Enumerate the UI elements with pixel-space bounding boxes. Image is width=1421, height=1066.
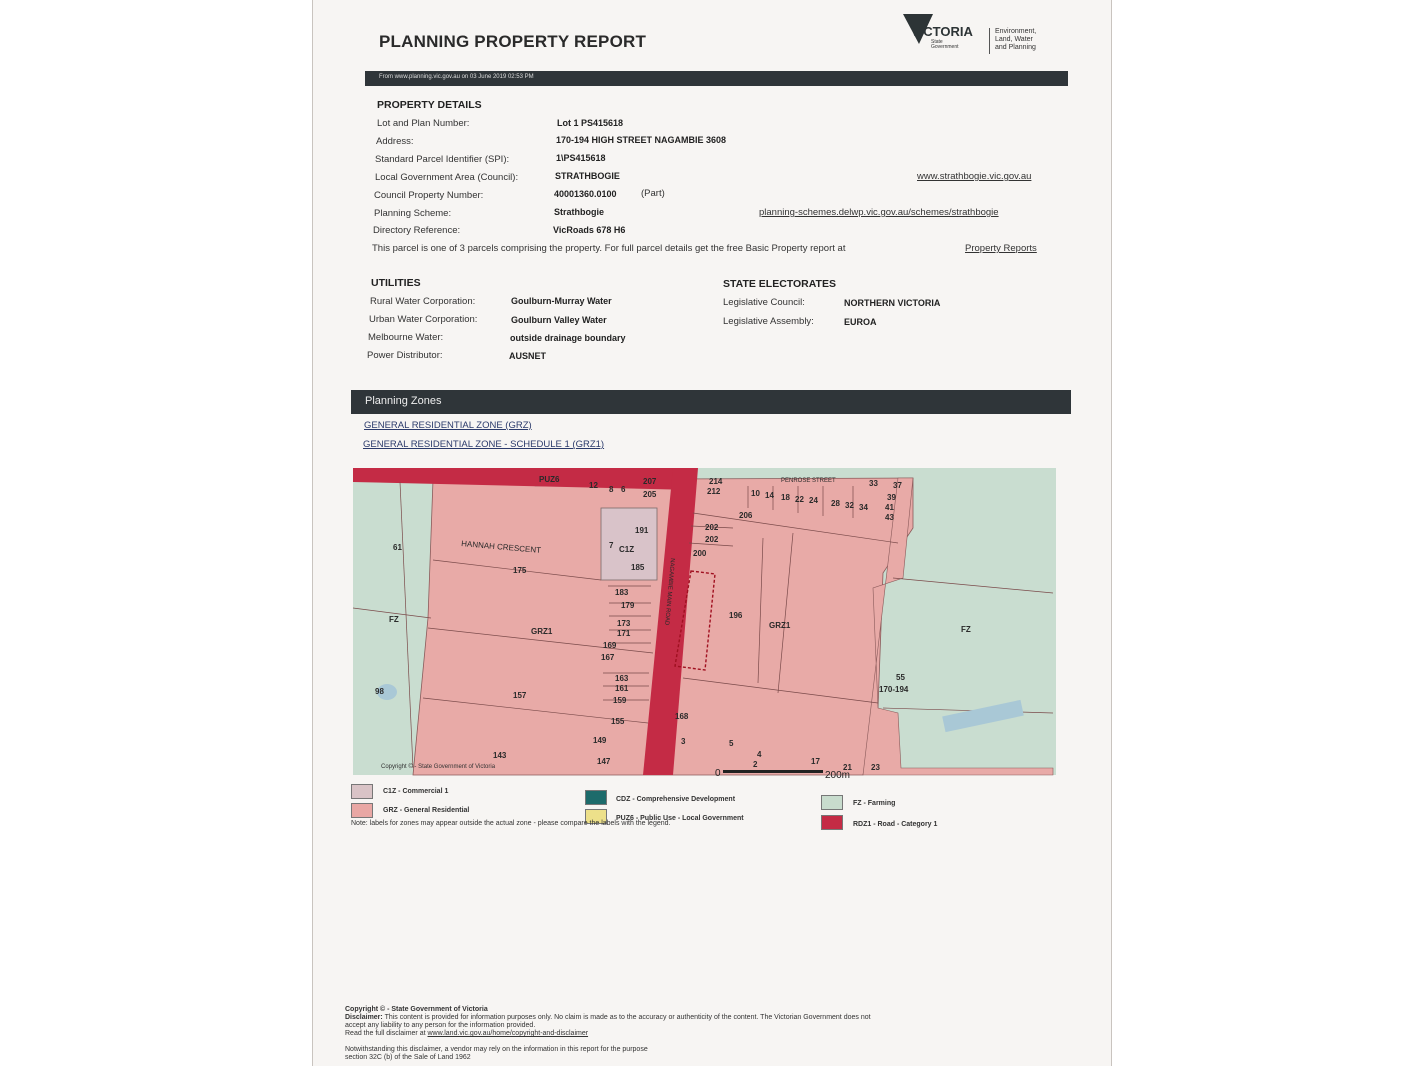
- utilities-heading: UTILITIES: [371, 277, 421, 289]
- detail-label: Local Government Area (Council):: [375, 172, 519, 183]
- detail-label: Standard Parcel Identifier (SPI):: [375, 154, 510, 165]
- map-label-41: 41: [885, 503, 894, 512]
- map-label-61: 61: [393, 543, 402, 552]
- map-label-163: 163: [615, 674, 629, 683]
- dept-line-2: Land, Water: [995, 36, 1033, 43]
- map-label-fz-right: FZ: [961, 625, 971, 634]
- detail-value: 1\PS415618: [556, 153, 606, 163]
- council-website-link[interactable]: www.strathbogie.vic.gov.au: [917, 171, 1032, 182]
- utility-label: Urban Water Corporation:: [369, 314, 478, 325]
- report-title: PLANNING PROPERTY REPORT: [379, 32, 647, 51]
- map-label-12: 12: [589, 481, 598, 490]
- map-label-155: 155: [611, 717, 625, 726]
- map-label-191: 191: [635, 526, 649, 535]
- map-label-2: 2: [753, 760, 758, 769]
- map-label-212: 212: [707, 487, 721, 496]
- detail-label: Lot and Plan Number:: [377, 118, 470, 129]
- map-label-14: 14: [765, 491, 774, 500]
- map-label-207: 207: [643, 477, 657, 486]
- map-label-22: 22: [795, 495, 804, 504]
- footer-line-3: [345, 1030, 588, 1037]
- map-label-200: 200: [693, 549, 707, 558]
- detail-value: Strathbogie: [554, 207, 605, 217]
- map-label-98: 98: [375, 687, 384, 696]
- map-label-167: 167: [601, 653, 615, 662]
- map-label-33: 33: [869, 479, 878, 488]
- map-label-17: 17: [811, 757, 820, 766]
- electorate-label: Legislative Assembly:: [723, 316, 814, 327]
- legend-label-cdz: CDZ - Comprehensive Development: [616, 796, 736, 803]
- utility-value: outside drainage boundary: [510, 333, 626, 343]
- map-label-161: 161: [615, 684, 629, 693]
- report-page: [312, 0, 1112, 1066]
- map-label-main-road: NAGAMBIE MAIN ROAD: [663, 557, 675, 626]
- map-label-179: 179: [621, 601, 635, 610]
- legend-label-grz: GRZ - General Residential: [383, 807, 470, 814]
- utility-value: AUSNET: [509, 351, 547, 361]
- planning-zones-heading: Planning Zones: [365, 395, 442, 407]
- map-label-fz-left: FZ: [389, 615, 399, 624]
- scale-bar: [723, 770, 823, 773]
- logo-divider: [989, 28, 990, 54]
- footer-disclaimer-link[interactable]: www.land.vic.gov.au/home/copyright-and-disclaimer: [427, 1030, 589, 1037]
- map-label-puz6: PUZ6: [539, 475, 560, 484]
- property-details-heading: PROPERTY DETAILS: [377, 99, 482, 111]
- legend-note: Note: labels for zones may appear outside the actual zone - please compare the labels with the legend.: [351, 820, 671, 827]
- map-label-168: 168: [675, 712, 689, 721]
- electorates-heading: STATE ELECTORATES: [723, 278, 836, 290]
- map-label-grz1-left: GRZ1: [531, 627, 553, 636]
- disclaimer-label: Disclaimer:: [345, 1014, 383, 1021]
- map-label-8: 8: [609, 485, 614, 494]
- zone-link-grz[interactable]: GENERAL RESIDENTIAL ZONE (GRZ): [364, 420, 532, 431]
- map-label-157: 157: [513, 691, 527, 700]
- map-label-37: 37: [893, 481, 902, 490]
- dept-line-3: and Planning: [995, 44, 1036, 51]
- legend-label-puz6: PUZ6 - Public Use - Local Government: [616, 815, 744, 822]
- footer-line-2: accept any liability to any person for the information provided.: [345, 1022, 536, 1029]
- map-label-147: 147: [597, 757, 611, 766]
- detail-label: Planning Scheme:: [374, 208, 452, 219]
- legend-label-c1z: C1Z - Commercial 1: [383, 788, 449, 795]
- map-label-c1z: C1Z: [619, 545, 635, 554]
- detail-value: STRATHBOGIE: [555, 171, 620, 181]
- map-label-18: 18: [781, 493, 790, 502]
- map-label-196: 196: [729, 611, 743, 620]
- electorate-value: EUROA: [844, 317, 877, 327]
- detail-label: Directory Reference:: [373, 225, 461, 236]
- map-label-grz1-right: GRZ1: [769, 621, 791, 630]
- logo-department: [995, 28, 1036, 52]
- legend-swatch-grz: [351, 803, 373, 818]
- map-label-185: 185: [631, 563, 645, 572]
- scale-start-label: 0: [715, 768, 721, 779]
- map-label-10: 10: [751, 489, 760, 498]
- map-label-169: 169: [603, 641, 617, 650]
- map-label-206: 206: [739, 511, 753, 520]
- property-reports-link[interactable]: Property Reports: [965, 243, 1037, 254]
- detail-label: Council Property Number:: [374, 190, 484, 201]
- planning-zones-bar: [351, 390, 1071, 414]
- footer-line-4: Notwithstanding this disclaimer, a vendor may rely on the information in this report for the purpose: [345, 1046, 648, 1053]
- logo-name: VICTORIA: [911, 24, 973, 39]
- map-label-175: 175: [513, 566, 527, 575]
- legend-swatch-fz: [821, 795, 843, 810]
- parcel-note: This parcel is one of 3 parcels comprising the property. For full parcel details get the free Basic Property report at: [372, 243, 846, 254]
- map-label-183: 183: [615, 588, 629, 597]
- map-label-4: 4: [757, 750, 762, 759]
- map-label-39: 39: [887, 493, 896, 502]
- footer-disclaimer: [345, 1014, 871, 1021]
- map-label-5: 5: [729, 739, 734, 748]
- map-label-21: 21: [843, 763, 852, 772]
- detail-value: Lot 1 PS415618: [557, 118, 624, 128]
- logo-sub: State Government: [931, 39, 959, 50]
- map-label-34: 34: [859, 503, 868, 512]
- map-label-202: 202: [705, 535, 719, 544]
- victoria-logo: [903, 14, 1063, 58]
- map-label-205: 205: [643, 490, 657, 499]
- map-copyright: Copyright © - State Government of Victoria: [381, 764, 496, 770]
- map-label-206b: 202: [705, 523, 719, 532]
- legend-label-fz: FZ - Farming: [853, 800, 896, 807]
- detail-value: VicRoads 678 H6: [553, 225, 626, 235]
- map-label-23: 23: [871, 763, 880, 772]
- utility-label: Power Distributor:: [367, 350, 443, 361]
- footer-line-3-text: Read the full disclaimer at: [345, 1030, 426, 1037]
- map-label-214: 214: [709, 477, 723, 486]
- map-label-3: 3: [681, 737, 686, 746]
- utility-label: Rural Water Corporation:: [370, 296, 476, 307]
- planning-scheme-link[interactable]: planning-schemes.delwp.vic.gov.au/schemes/strathbogie: [759, 207, 999, 218]
- legend-label-rdz1: RDZ1 - Road - Category 1: [853, 821, 938, 828]
- zoning-map: [353, 468, 1056, 781]
- utility-value: Goulburn-Murray Water: [511, 296, 612, 306]
- legend-swatch-c1z: [351, 784, 373, 799]
- map-label-159: 159: [613, 696, 627, 705]
- map-label-149: 149: [593, 736, 607, 745]
- footer-copyright: Copyright © - State Government of Victoria: [345, 1006, 488, 1013]
- map-label-hannah-crescent: HANNAH CRESCENT: [460, 539, 542, 555]
- electorate-value: NORTHERN VICTORIA: [844, 298, 941, 308]
- utility-label: Melbourne Water:: [368, 332, 444, 343]
- detail-label: Address:: [376, 136, 414, 147]
- legend-swatch-cdz: [585, 790, 607, 805]
- electorate-label: Legislative Council:: [723, 297, 805, 308]
- legend-swatch-rdz1: [821, 815, 843, 830]
- scale-end-label: 200m: [825, 770, 851, 781]
- disclaimer-text: This content is provided for information purposes only. No claim is made as to the accuracy or authenticity of the content. The Victorian Government does not: [384, 1014, 871, 1021]
- map-label-7: 7: [609, 541, 614, 550]
- map-label-24: 24: [809, 496, 818, 505]
- detail-extra: (Part): [641, 188, 665, 199]
- report-source-bar: [365, 71, 1068, 86]
- detail-value: 170-194 HIGH STREET NAGAMBIE 3608: [556, 135, 727, 145]
- map-label-28: 28: [831, 499, 840, 508]
- map-label-143: 143: [493, 751, 507, 760]
- map-label-penrose-street: PENROSE STREET: [781, 478, 836, 484]
- map-label-32: 32: [845, 501, 854, 510]
- zone-link-grz1[interactable]: GENERAL RESIDENTIAL ZONE - SCHEDULE 1 (GRZ1): [363, 439, 605, 450]
- map-label-43: 43: [885, 513, 894, 522]
- map-label-55: 55: [896, 673, 905, 682]
- map-label-170-194: 170-194: [879, 685, 909, 694]
- map-label-171: 171: [617, 629, 631, 638]
- utility-value: Goulburn Valley Water: [511, 315, 607, 325]
- dept-line-1: Environment,: [995, 28, 1037, 35]
- report-source-text: From www.planning.vic.gov.au on 03 June 2019 02:53 PM: [379, 74, 534, 80]
- detail-value: 40001360.0100: [554, 189, 617, 199]
- map-label-173: 173: [617, 619, 631, 628]
- footer-line-5: section 32C (b) of the Sale of Land 1962: [345, 1054, 471, 1061]
- map-label-6: 6: [621, 485, 626, 494]
